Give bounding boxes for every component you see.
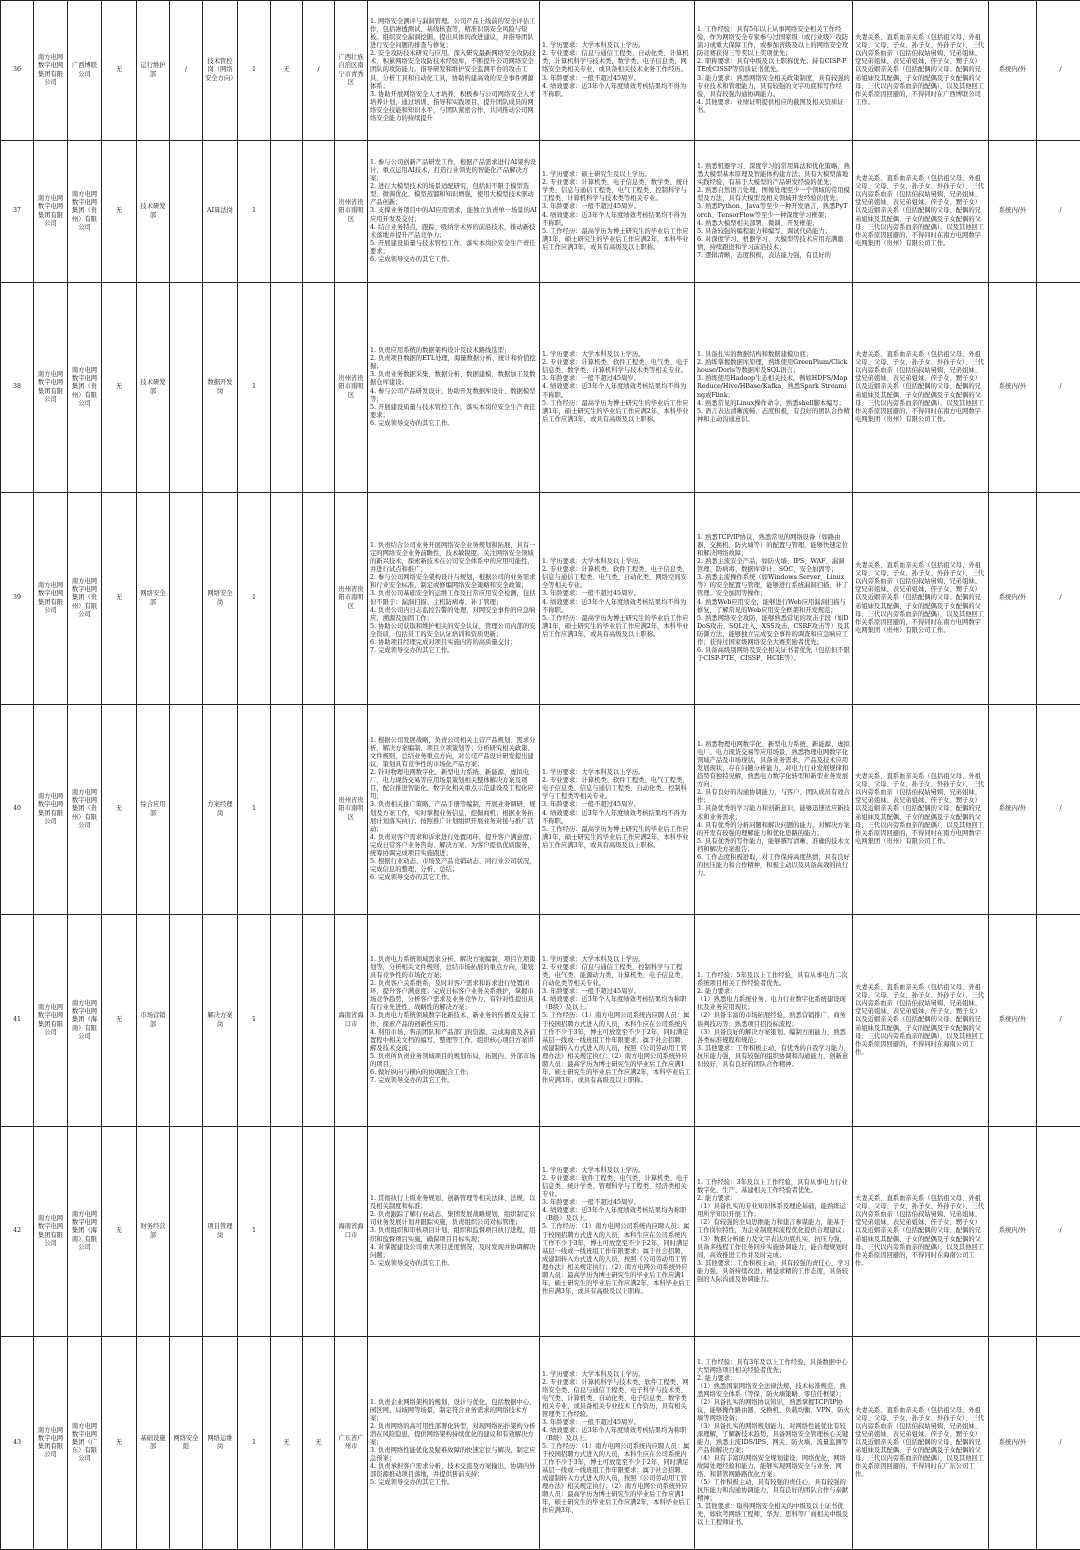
scope-cell: 系统内/外: [989, 1, 1037, 141]
team-cell: [170, 915, 203, 1127]
avoidance-text: 夫妻关系、直系血亲关系（包括祖父母、外祖父母、父母、子女、孙子女、外孙子女）、三代以内旁系血亲（包括伯叔姑舅姨、兄弟姐妹、堂兄弟姐妹、表兄弟姐妹、侄子女、甥子女）以及近姻亲关系（包括配偶的父母、配偶的兄弟姐妹及其配偶、子女的配偶及子女配偶的父母、三代以内旁系血亲的配偶），以及其他回工作关系原因回避的，不得同时在海南公司工作。: [855, 1195, 986, 1267]
headcount-cell: 1: [238, 1127, 271, 1337]
duty-cell: [368, 493, 540, 705]
other-requirements-cell: [695, 1, 853, 141]
row-number: 40: [1, 705, 34, 915]
unit-cell: 南方电网数字电网集团（贵州）有限公司: [68, 705, 102, 915]
other-requirements-cell: [695, 705, 853, 915]
duty-cell: [368, 705, 540, 915]
extra1-cell: [271, 1127, 303, 1337]
other-requirements-cell: [695, 493, 853, 705]
position-cell: 网络安全岗: [203, 493, 238, 705]
avoidance-cell: [853, 1337, 989, 1550]
level3-cell: 无: [102, 493, 137, 705]
remark-cell: /: [1037, 1, 1080, 141]
team-cell: 网络安全组: [170, 1337, 203, 1550]
department-cell: 技术研发部: [137, 141, 170, 283]
table-row: [1, 1127, 1080, 1337]
company-cell: 南方电网数字电网集团有限公司: [34, 1127, 68, 1337]
unit-cell: 南方电网数字电网集团（贵州）有限公司: [68, 493, 102, 705]
department-cell: 技术研发部: [137, 283, 170, 493]
headcount-cell: 1: [238, 141, 271, 283]
location-cell: 贵州省贵阳市南明区: [335, 705, 368, 915]
table-row: [1, 493, 1080, 705]
avoidance-cell: [853, 915, 989, 1127]
team-cell: /: [170, 1, 203, 141]
basic-requirements-cell: [540, 493, 695, 705]
basic-requirements-text: 1. 学历要求：大学本科及以上学历。 2. 专业要求：信息与通信工程类、自动化类、计算机类、计算机科学与技术类、数学类、电子信息类、网络安全类相关专业，或具备相关技术业务工作经历。 3. 年龄要求：一般不超过45周岁。 4. 绩效要求：近3年个人年度绩效考核结果均不得为不称职。: [542, 42, 692, 98]
avoidance-cell: [853, 1127, 989, 1337]
avoidance-text: 夫妻关系、直系血亲关系（包括祖父母、外祖父母、父母、子女、孙子女、外孙子女）、三代以内旁系血亲（包括伯叔姑舅姨、兄弟姐妹、堂兄弟姐妹、表兄弟姐妹、侄子女、甥子女）以及近姻亲关系（包括配偶的父母、配偶的兄弟姐妹及其配偶、子女的配偶及子女配偶的父母、三代以内旁系血亲的配偶），以及其他回工作关系原因回避的，不得同时在南方电网数字电网集团（贵州）有限公司工作。: [855, 562, 986, 634]
location-cell: 贵州省贵阳市南明区: [335, 141, 368, 283]
other-requirements-cell: [695, 915, 853, 1127]
duty-text: 1. 负责应用系统的数据架构设计及技术路线选型； 2. 负责项目数据的ETL处理，海量数据分析、统计和价值挖掘； 3. 负责业务数据采集、数据分析、数据建模、数据加工及数据仓库建设； 4. 参与公司产品研发设计，协助开发数据库设计、数据模型等； 5. 开展建设质量与技术管控工作，落实本岗位安全生产责任要求； 6. 完成领导交办的其它工作。: [370, 347, 537, 427]
remark-cell: /: [1037, 705, 1080, 915]
extra1-cell: 无: [271, 1337, 303, 1550]
location-cell: 海南省海口市: [335, 1127, 368, 1337]
extra1-cell: [271, 141, 303, 283]
table-row: [1, 705, 1080, 915]
avoidance-cell: [853, 493, 989, 705]
position-cell: 项目管理岗: [203, 1127, 238, 1337]
table-row: [1, 1, 1080, 141]
extra1-cell: 无: [271, 1, 303, 141]
basic-requirements-cell: [540, 705, 695, 915]
duty-cell: [368, 1127, 540, 1337]
level3-cell: 无: [102, 915, 137, 1127]
table-row: [1, 915, 1080, 1127]
avoidance-text: 夫妻关系、直系血亲关系（包括祖父母、外祖父母、父母、子女、孙子女、外孙子女）、三代以内旁系血亲（包括伯叔姑舅姨、兄弟姐妹、堂兄弟姐妹、表兄弟姐妹、侄子女、甥子女）以及近姻亲关系（包括配偶的父母、配偶的兄弟姐妹及其配偶、子女的配偶及子女配偶的父母、三代以内旁系血亲的配偶），以及其他回工作关系原因回避的，不得同时在南方电网数字电网集团（贵州）有限公司工作。: [855, 175, 986, 247]
location-cell: 广东省广州市: [335, 1337, 368, 1550]
basic-requirements-text: 1. 学历要求：大学本科及以上学历。 2. 专业要求：计算机类、软件工程类、电子信息类、信息与通信工程类、电气类、自动化类、网络空间安全等相关专业。 3. 年龄要求：一般不超过45周岁。 4. 绩效要求：近3年个人年度绩效考核结果均不得为不称职。 5. 工作经历：最高学历为博士研究生的毕业后工作应满1年，硕士研究生的毕业后工作应满2年，本科毕业后工作应满3年，或具有高级及以上职称。: [542, 558, 692, 638]
basic-requirements-text: 1. 学历要求：大学本科及以上学历。 2. 专业要求：计算机科学与技术类、软件工程类、网络安全类、信息与通信工程类、电子科学与技术类、电气类、计算机类、自动化类、电子信息类、数学类相关专业，或具备相关专业技术工作资历，具有相关管理类工作经验。 3. 年龄要求：一般不超过45周岁。 4. 绩效要求：近3年个人年度绩效考核结果均为称职（B级）及以上。 5. 工作经历：（1）南方电网公司系统内应聘人员：属于校园招聘方式进入的人员，本科生应在公司系统内工作不少于3年，博士可放宽至不少于2年，同时满足基层一线或一线班组工作年限要求；属于社会招聘、成建制转入方式进入的人员，按照《公司劳动用工管理办法》相关规定执行；（2）南方电网公司系统外应聘人员：最高学历为博士研究生的毕业后工作应满1年，硕士研究生的毕业后工作应满2年，本科毕业后工作应满3年，: [542, 1371, 692, 1516]
level3-cell: 无: [102, 283, 137, 493]
extra2-cell: [303, 1127, 335, 1337]
headcount-cell: 1: [238, 915, 271, 1127]
unit-cell: 南方电网数字电网集团（海南）有限公司: [68, 1127, 102, 1337]
position-cell: 数据开发岗: [203, 283, 238, 493]
table-row: [1, 283, 1080, 493]
remark-cell: /: [1037, 1337, 1080, 1550]
extra2-cell: [303, 705, 335, 915]
extra2-cell: [303, 141, 335, 283]
remark-cell: /: [1037, 1127, 1080, 1337]
row-number: 41: [1, 915, 34, 1127]
other-requirements-text: 1. 工作经验：具有3年及以上工作经验，具备数据中心大型网络项目相关经验者优先； 2. 能力要求： （1）熟悉国家网络安全法律法规、技术标准规范，熟悉网络安全体系（等保、防火墙策略、零信任框架）； （2）具备扎实的网络协议知识，熟悉掌握TCP/IP协议，能够操作路由器、交换机、负载均衡、VPN、防火墙等网络设备； （3）具备扎实的网络规划能力，对网络性能优化有较深理解，了解新技术趋势，具备网络安全管理核心关键能力，熟悉主流IDS/IPS、网关、防火墙、流量监测等产品和解决方案； （4）具有丰富的网络安全规划建设、网络优化、网络故障处理经验和能力，能够实现网络安全与业务、网络、和谐管网路路优化方案； （5）工作积极主动，具有较强的责任心，具有较强的抗压能力和沟通协调能力，具有良好的团队合作与奉献精神； 3. 其他要求：取得网络安全相关的中级及以上证书优先，如软考网络工程师，华为、思科等厂商相关中级及以上工程师证书。: [697, 1359, 850, 1528]
scope-cell: 系统内/外: [989, 1337, 1037, 1550]
position-cell: 解决方案岗: [203, 915, 238, 1127]
avoidance-text: 夫妻关系、直系血亲关系（包括祖父母、外祖父母、父母、子女、孙子女、外孙子女）、三代以内旁系血亲（包括伯叔姑舅姨、兄弟姐妹、堂兄弟姐妹、表兄弟姐妹、侄子女、甥子女）以及近姻亲关系（包括配偶的父母、配偶的兄弟姐妹及其配偶、子女的配偶及子女配偶的父母、三代以内旁系血亲的配偶），以及其他回工作关系原因回避的，不得同时在广东公司工作。: [855, 1407, 986, 1479]
position-cell: 网络运维岗: [203, 1337, 238, 1550]
duty-cell: [368, 141, 540, 283]
basic-requirements-cell: [540, 1127, 695, 1337]
extra2-cell: /: [303, 1, 335, 141]
row-number: 42: [1, 1127, 34, 1337]
other-requirements-text: 1. 熟悉TCP/IP协议，熟悉常见的网络设备（如路由器、交换机、防火墙等）的配置与管理，能够快速定位和解决网络故障； 2. 熟悉主流安全产品，如防火墙、IPS、WAF、漏洞管理、防病毒、数据库审计、SOC、安全加固等； 3. 熟悉主流操作系统（如Windows Server、Linux等）的安全配置与管理，能够进行系统漏洞扫描、补丁管理、安全加固等操作； 4. 熟悉Web应用安全，能够进行Web应用漏洞扫描与修复，了解常见的Web应用安全框架和开发规范； 5. 熟悉网络安全攻防，能够熟悉常见的攻击手段（如DDoS攻击、SQL注入、XSS攻击、CSRF攻击等）及其防御方法，能够独立完成安全事件的调查和应急响应工作；获得过国家级网络安全大赛奖励者优先； 6. 具备高级别网络及安全相关证书者优先（包括但不限于CISP-PTE、CISSP、HCIE等）。: [697, 534, 850, 663]
avoidance-text: 夫妻关系、直系血亲关系（包括祖父母、外祖父母、父母、子女、孙子女、外孙子女）、三代以内旁系血亲（包括伯叔姑舅姨、兄弟姐妹、堂兄弟姐妹、表兄弟姐妹、侄子女、甥子女）以及近姻亲关系（包括配偶的父母、配偶的兄弟姐妹及其配偶、子女的配偶及子女配偶的父母、三代以内旁系血亲的配偶），以及其他回工作关系原因回避的，不得同时在广西博联公司工作。: [855, 34, 986, 106]
duty-cell: [368, 283, 540, 493]
duty-cell: [368, 1, 540, 141]
level3-cell: 无: [102, 141, 137, 283]
extra2-cell: [303, 915, 335, 1127]
extra1-cell: [271, 283, 303, 493]
row-number: 37: [1, 141, 34, 283]
other-requirements-text: 1. 熟悉物理电网数字化、新型电力系统、新能源、虚拟电厂、电力现货交易等应用场景，熟悉物理电网数字化领域产品及市场现状，具备业务需求、产品及技术应用发展现状，存在问题分析能力，对电力行业发展规律和趋势有独特见解，熟悉电力数字化转型和新型业务发展方向； 2. 具有良好的沟通协调能力，与客户、团队成员有效合作； 3. 具备优秀的学习能力和创新意识，能够迅速适应新技术和业务需求； 4. 具有优秀的分析问题和解决问题的能力，对解决方案的开发有较强的理解能力和优化思路的能力； 5. 具有优秀的写作能力，能够撰写清晰、准确的技术文档和解决方案报告； 6. 工作态度积极进取，对工作保持高度热情；具有良好的抗压能力和合作精神，积极主动以及具备高效的执行力。: [697, 741, 850, 878]
scope-cell: 系统内/外: [989, 493, 1037, 705]
other-requirements-cell: [695, 283, 853, 493]
company-cell: 南方电网数字电网集团有限公司: [34, 283, 68, 493]
remark-cell: /: [1037, 915, 1080, 1127]
duty-text: 1. 根据公司发展战略，负责公司相关主营产品规划、需求分析、解决方案编制、项目立项策划等；分析研究相关政策、文件规则，总结业务重点方向，对公司产品设计研发提出建议，策划具有竞争性的市场化产品方案； 2. 针对物理电网数字化、新型电力系统、新能源、虚拟电厂、电力现货交易等应用场景策划相关整体解决方案及项目，配合推进智能化、数字化相关重点示范建设及工程化应用； 3. 负责相关推广策略、产品手册等编制，开展业务调研、规划及方案工作，实时掌握业务信息，挖掘商机；根据业务拓展计划落实执行；按照推广计划组织开展业务对接与推广活动； 4. 负责对客户需求和诉求进行处置闭环，提升客户满意度；完成日常客户业务咨询、解决方案、为客户提供优质服务，统筹协调完成项目实施跟进； 5. 根据行业动态、市场及产品竞销动态、同行业公司状况，完成信息的整理、分析、总结； 6. 完成领导交办的其它工作。: [370, 737, 537, 882]
company-cell: 南方电网数字电网集团有限公司: [34, 141, 68, 283]
department-cell: 市场营销部: [137, 915, 170, 1127]
remark-cell: /: [1037, 141, 1080, 283]
location-cell: 贵州省贵阳市南明区: [335, 283, 368, 493]
basic-requirements-cell: [540, 1337, 695, 1550]
extra2-cell: [303, 493, 335, 705]
duty-text: 1. 网络安全测评与漏洞管理。公司产品上线前的安全评估工作，包括渗透测试、基线核查等，精准识别安全风险与短板。组织安全漏洞挖掘，提出具体的改进建议，并指导团队进行安全问题的排查与修复； 2. 安全攻防技术研究与应用。深入研究最新网络安全攻防技术，积累网络安全攻防技术经验库，不断提升公司网络安全团队的攻防能力。指导研发和维护安全监测平台的攻击工具，分析工具和自动化工具，协助构建高效的安全事件溯源体系； 3. 协助开展网络安全人才培养，积极参与公司网络安全人才培养计划，通过培训、指导和实践项目，提升团队成员的网络安全技能和知识水平，与团队紧密合作，共同推动公司网络安全能力的持续提升: [370, 18, 537, 123]
basic-requirements-text: 1. 学历要求：大学本科及以上学历。 2. 专业要求：计算机类、软件工程类、电气类、电子信息类、数学类、计算机科学与技术类等相关专业。 3. 年龄要求：一般不超过45周岁。 4. 绩效要求：近3年个人年度绩效考核结果均不得为不称职。 5. 工作经历：最高学历为博士研究生的毕业后工作应满1年，硕士研究生的毕业后工作应满2年，本科毕业后工作应满3年，或具有高级及以上职称。: [542, 351, 692, 423]
basic-requirements-text: 1. 学历要求：硕士研究生及以上学历。 2. 专业要求：计算机类、电子信息类、数学类、统计学类、信息与通信工程类、电气工程类、控制科学与工程类、计算机科学与技术类等相关专业。 3. 年龄要求：一般不超过45周岁。 4. 绩效要求：近3年个人年度绩效考核结果均不得为不称职。 5. 工作经历：最高学历为博士研究生的毕业后工作应满1年，硕士研究生的毕业后工作应满2年，本科毕业后工作应满3年，或具有高级及以上职称。: [542, 171, 692, 251]
extra2-cell: [303, 283, 335, 493]
avoidance-cell: [853, 141, 989, 283]
company-cell: 南方电网数字电网集团有限公司: [34, 705, 68, 915]
avoidance-text: 夫妻关系、直系血亲关系（包括祖父母、外祖父母、父母、子女、孙子女、外孙子女）、三代以内旁系血亲（包括伯叔姑舅姨、兄弟姐妹、堂兄弟姐妹、表兄弟姐妹、侄子女、甥子女）以及近姻亲关系（包括配偶的父母、配偶的兄弟姐妹及其配偶、子女的配偶及子女配偶的父母、三代以内旁系血亲的配偶），以及其他回工作关系原因回避的，不得同时在南方电网数字电网集团（贵州）有限公司工作。: [855, 351, 986, 423]
level3-cell: 无: [102, 705, 137, 915]
team-cell: [170, 283, 203, 493]
level3-cell: 无: [102, 1127, 137, 1337]
duty-cell: [368, 1337, 540, 1550]
headcount-cell: 1: [238, 283, 271, 493]
company-cell: 南方电网数字电网集团有限公司: [34, 915, 68, 1127]
avoidance-cell: [853, 705, 989, 915]
headcount-cell: 1: [238, 1, 271, 141]
basic-requirements-text: 1. 学历要求：大学本科及以上学历。 2. 专业要求：软件工程类、电气类、计算机类、电子信息类、统计学类、管理科学与工程类、经济类相关专业。 3. 年龄要求：一般不超过45周岁。 4. 绩效要求：近3年个人年度绩效考核结果均为称职（B级）及以上。 5. 工作经历：（1）南方电网公司系统内应聘人员：属于校园招聘方式进入的人员，本科生应在公司系统内工作不少于3年，博士可放宽至不少于2年，同时满足基层一线或一线班组工作年限要求；属于社会招聘、成建制转入方式进入的人员，按照《公司劳动用工管理办法》相关规定执行；（2）南方电网公司系统外应聘人员：最高学历为博士研究生的毕业后工作应满1年，硕士研究生的毕业后工作应满2年，本科毕业后工作应满3年，或具有高级及以上职称。: [542, 1167, 692, 1296]
table-row: [1, 1337, 1080, 1550]
duty-text: 1. 参与公司创新产品研发工作，根据产品需求进行AI架构设计，重点运用AI技术，打造行业领先的智能化产品解决方案； 2. 进行大模型技术的场景适配研究，包括但不限于模型选型、微调优化、模型蒸馏和知识增强，使用大模型技术驱动产品创新； 3. 支撑业务项目中的AI应用需求，能独立负责单一场景的AI应用开发及交付； 4. 结合业务特点，跟踪、吸纳学术界的前沿技术，推动新技术落地并提升产品竞争力； 5. 开展建设质量与技术管控工作，落实本岗位安全生产责任要求； 6. 完成领导交办的其它工作。: [370, 159, 537, 264]
basic-requirements-cell: [540, 1, 695, 141]
other-requirements-text: 1. 工作经验：具有5年以上从事网络安全相关工作经验，作为网络安全专家参与过国家级（或行业级）攻防演习或重大保障工作，或参加省级及以上的网络安全攻防竞赛获得三等奖以上奖项优先； 2. 职称要求：具有中级及以上职称优先；持有CISP-PTE或CISSP等资质证书优先。 3. 能力要求：熟悉网络安全相关政策制度，具有较强的专业技术和管理能力，具有较强的文字功底和写作经验，具有较强沟通协调能力。 4. 其他要求：业绩证明提供相应的截图及相关资质证书。: [697, 26, 850, 115]
position-cell: 方案经理岗: [203, 705, 238, 915]
headcount-cell: 1: [238, 1337, 271, 1550]
location-cell: 海南省海口市: [335, 915, 368, 1127]
position-cell: 技术管控岗（网络安全方向）: [203, 1, 238, 141]
location-cell: 贵州省贵阳市南明区: [335, 493, 368, 705]
basic-requirements-text: 1. 学历要求：大学本科及以上学历。 2. 专业要求：计算机类、软件工程类、电气工程类、电子信息类、信息与通信工程类、自动化类、控制科学与工程类等相关专业。 3. 年龄要求：一般不超过45周岁。 4. 绩效要求：近3年个人年度绩效考核结果均不得为不称职。 5. 工作经历：最高学历为博士研究生的毕业后工作应满1年，硕士研究生的毕业后工作应满2年，本科毕业后工作应满3年，或具有高级及以上职称。: [542, 769, 692, 849]
team-cell: [170, 1127, 203, 1337]
duty-text: 1. 负责企业网络架构的规划、设计与优化，包括数据中心、园区网、局域网等场景，制定符合业务需求的网络技术方案； 2. 负责网络的高可用性部署化转型，对现网络拓扑架构分析潜在风险隐患，提供网络架构持续优化的建议和有效解决方案； 3. 负责网络性能优化及疑难故障的快速定位与解决，制定应急预案； 4. 负责承担客户需求分析，技术交流及方案输出，协调内外部资源推动项目落地，并提供售前支持； 5. 完成领导交办的其它工作。: [370, 1399, 537, 1488]
other-requirements-text: 1. 工作经验：5年及以上工作经验，具有从事电力二次系统项目相关工作经验者优先。 2. 能力要求： （1）熟悉电力系统业务、电力行业数字化系统建设现状及业务应用现状； （2）具备丰富的市场拓展经验，熟悉营销推广、商务谈判技巧等；熟悉项目招投标流程； （3）具备良好的解决方案策划、编制方面能力，熟悉各类标准规程和规范； 3. 其他要求：工作积极主动，有优秀的自我学习能力，抗压能力强，具有较强的组织协调和沟通能力，创新意识较好，具有良好的团队合作精神。: [697, 972, 850, 1069]
company-cell: 南方电网数字电网集团有限公司: [34, 493, 68, 705]
headcount-cell: 1: [238, 493, 271, 705]
company-cell: 南方电网数字电网集团有限公司: [34, 1, 68, 141]
basic-requirements-cell: [540, 141, 695, 283]
other-requirements-cell: [695, 141, 853, 283]
level3-cell: 无: [102, 1, 137, 141]
scope-cell: 系统内/外: [989, 705, 1037, 915]
duty-text: 1. 负责电力系统领域需求分析、解决方案编制、项目立项策划等，分析相关文件规则，总结市场拓展的重点方向，策划具有竞争性的市场化方案； 2. 负责客户关系维系，及时对客户需求和诉求进行处置闭环，提升客户满意度；完成日标客户业务关系维护，掌握市场竞争趋势，分析客户需求及业务竞争力，有针对性提出具有行业先进性、战略性的解决方案； 3. 负责电力系统领域数字化新技术、新业务的传播及支持工作，探索产品的创新性应用； 4. 利用市场、售前团队和产品部门的资源，完成海南及各前置程中相关文档的编写，整理等工作，组织核心项目方案讲解及技术交流； 5. 负责所负责业务领域项目的规划布局，拓展内、外部市场的项目； 6. 做好纵向与横向的协调配合工作； 7. 完成领导交办的其它工作。: [370, 956, 537, 1085]
location-cell: 广西壮族自治区南宁市青秀区: [335, 1, 368, 141]
unit-cell: 南方电网数字电网集团（贵州）有限公司: [68, 141, 102, 283]
row-number: 43: [1, 1337, 34, 1550]
unit-cell: 南方电网数字电网集团（海南）有限公司: [68, 915, 102, 1127]
row-number: 36: [1, 1, 34, 141]
unit-cell: 广西博联公司: [68, 1, 102, 141]
department-cell: 网络安全部: [137, 493, 170, 705]
team-cell: [170, 141, 203, 283]
scope-cell: 系统内/外: [989, 141, 1037, 283]
unit-cell: 南方电网数字电网集团（广东）有限公司: [68, 1337, 102, 1550]
position-cell: AI算法岗: [203, 141, 238, 283]
other-requirements-text: 1. 具备扎实的数据结构和数据建模功底； 2. 熟练掌握数据库原理，熟练使用GreenPlum/Clickhouse/Doris等数据库及SQL语言； 3. 熟练使用Hadoop生态相关技术，例如HDFS/MapReduce/Hive/HBase/Kafka、熟悉Spark Streaming或Flink； 4. 熟悉常见的Linux操作命令，熟悉shell脚本编写； 5. 语言表达清晰流畅、态度积极，有良好的团队合作精神和主动沟通意识。: [697, 351, 850, 423]
avoidance-text: 夫妻关系、直系血亲关系（包括祖父母、外祖父母、父母、子女、孙子女、外孙子女）、三代以内旁系血亲（包括伯叔姑舅姨、兄弟姐妹、堂兄弟姐妹、表兄弟姐妹、侄子女、甥子女）以及近姻亲关系（包括配偶的父母、配偶的兄弟姐妹及其配偶、子女的配偶及子女配偶的父母、三代以内旁系血亲的配偶），以及其他回工作关系原因回避的，不得同时在海南公司工作。: [855, 984, 986, 1056]
basic-requirements-cell: [540, 915, 695, 1127]
department-cell: 财务经营部: [137, 1127, 170, 1337]
table-row: [1, 141, 1080, 283]
duty-text: 1. 负责结合公司业务开展网络安全业务规划和拓展，具有一定的网络安全业务前瞻性，技术敏锐度，关注网络安全领域的新兴技术，探索新技术在公司安全体系中的应用可能性，并进行试点和推广； 2. 参与公司网络安全架构设计与规划，根据公司的业务需求和行业安全标准，制定或修编网络安全策略和安全政策； 3. 负责公司基础安全的运维工作及日常应用安全检测，包括但不限于：漏洞扫描、主机防病毒、补丁管理； 4. 负责公司内日志监控告警的处理，对网安全事件的应急响应、溯源及加固工作； 5. 协助公司获取和维护相关的安全认证，管理公司内部的安全资质，包括员工的安全认证培训和资质更新； 6. 协助项目经理完成对项目实施内容的高质量交付； 7. 完成领导交办的其它工作。: [370, 542, 537, 655]
department-cell: 基础设施部: [137, 1337, 170, 1550]
scope-cell: 系统内/外: [989, 283, 1037, 493]
extra1-cell: [271, 493, 303, 705]
scope-cell: 系统内/外: [989, 1127, 1037, 1337]
department-cell: 综合应用部: [137, 705, 170, 915]
avoidance-cell: [853, 283, 989, 493]
avoidance-cell: [853, 1, 989, 141]
other-requirements-cell: [695, 1337, 853, 1550]
level3-cell: 无: [102, 1337, 137, 1550]
scope-cell: 系统内/外: [989, 915, 1037, 1127]
headcount-cell: 1: [238, 705, 271, 915]
team-cell: [170, 493, 203, 705]
duty-text: 1. 贯彻执行上级业务规划、创新管理等相关法律、法规，以及相关制度和标准； 2. 负责跟踪了解行业动态，集团发展战略规划，组织制定公司业务发展计划并跟踪实施，负责组织公司对标管理； 3. 负责组织和审核项目计划，组织和监督项目执行进程，组织和监督项目实施，确保项目目标实现； 4. 对掌握建设公司重大项目进度情况，及时发现并协调解决问题； 5. 完成领导交办的其它工作。: [370, 1195, 537, 1267]
company-cell: 南方电网数字电网集团有限公司: [34, 1337, 68, 1550]
avoidance-text: 夫妻关系、直系血亲关系（包括祖父母、外祖父母、父母、子女、孙子女、外孙子女）、三代以内旁系血亲（包括伯叔姑舅姨、兄弟姐妹、堂兄弟姐妹、表兄弟姐妹、侄子女、甥子女）以及近姻亲关系（包括配偶的父母、配偶的兄弟姐妹及其配偶、子女的配偶及子女配偶的父母、三代以内旁系血亲的配偶），以及其他回工作关系原因回避的，不得同时在南方电网数字电网集团（贵州）有限公司工作。: [855, 773, 986, 845]
department-cell: 运行维护部: [137, 1, 170, 141]
other-requirements-text: 1. 工作经验：3年及以上工作经验，具有从事电力行业数字化、生产、基建相关工作经验者优先。 2. 能力要求： （1）具备扎实的专业知识体系及理论基础，能熟练运用所学知识开展工作； （2）有较强的全局思维能力和建言参谋能力，能基于工作岗位特性，为企业制度和流程优化提供合理建议； （3）数据分析能力及文字表达功底扎实，抗压力强，具备多线程工作任务同步实施协调能力，能合理规划时间，高效推进工作并及时完成； 3. 其他要求：工作积极主动，具有较强的责任心，学习能力强，具备持续改进、精益求精的工作态度，具备较强的人际沟通及协调能力。: [697, 1179, 850, 1284]
team-cell: [170, 705, 203, 915]
row-number: 39: [1, 493, 34, 705]
extra1-cell: [271, 705, 303, 915]
other-requirements-cell: [695, 1127, 853, 1337]
basic-requirements-cell: [540, 283, 695, 493]
remark-cell: /: [1037, 493, 1080, 705]
unit-cell: 南方电网数字电网集团（贵州）有限公司: [68, 283, 102, 493]
duty-cell: [368, 915, 540, 1127]
remark-cell: /: [1037, 283, 1080, 493]
extra2-cell: 无: [303, 1337, 335, 1550]
extra1-cell: [271, 915, 303, 1127]
basic-requirements-text: 1. 学历要求：大学本科及以上学历。 2. 专业要求：信息与通信工程类、控制科学与工程类、电气类、能源动力类、计算机类、电子信息类、自动化类等相关专业。 3. 年龄要求：一般不超过45周岁。 4. 绩效要求：近3年个人年度绩效考核结果均为称职（B级）及以上。 5. 工作经历：（1）南方电网公司系统内应聘人员：属于校园招聘方式进入的人员，本科生应在公司系统内工作不少于3年，博士可放宽至不少于2年，同时满足基层一线或一线班组工作年限要求；属于社会招聘、成建制转入方式进入的人员，按照《公司劳动用工管理办法》相关规定执行；（2）南方电网公司系统外应聘人员：最高学历为博士研究生的毕业后工作应满1年，硕士研究生的毕业后工作应满2年，本科毕业后工作应满3年，或具有高级及以上职称。: [542, 956, 692, 1085]
row-number: 38: [1, 283, 34, 493]
other-requirements-text: 1. 熟悉机器学习、深度学习的常用算法和优化策略，熟悉大模型基本原理及智能体构建方法；具有大模型落地实践经验，有基于大模型的产品研发经验的优先； 2. 熟悉自然语言处理、图像处理至少一个领域的常用模型及方法，具有大模型及相关领域开发经验的优先； 3. 熟悉Python、Java等至少一种开发语言，熟悉PyTorch、TensorFlow等至少一种深度学习框架； 4. 熟悉大模型相关部署、微调、开发框架； 5. 具备较强的编程能力和编写、调试代码能力； 6. 对深度学习、机器学习、大模型等技术应用充满激情，持续跟进和学习前沿技术； 7. 逻辑清晰，态度积极，表达能力强，有良好的: [697, 163, 850, 260]
